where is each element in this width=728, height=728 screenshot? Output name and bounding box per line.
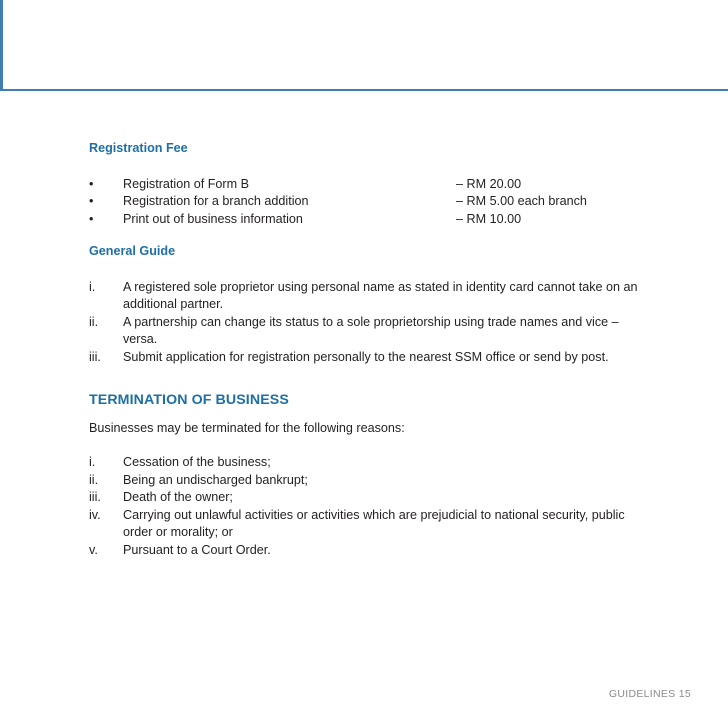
header-rule xyxy=(0,89,728,91)
fee-item xyxy=(89,193,649,211)
fee-amount: – RM 20.00 xyxy=(456,176,522,191)
fee-label: Registration for a branch addition xyxy=(123,194,309,208)
bullet: • xyxy=(89,194,94,208)
termination-text: Death of the owner; xyxy=(123,490,233,504)
termination-heading: TERMINATION OF BUSINESS xyxy=(89,392,289,408)
guide-text: A registered sole proprietor using personal name as stated in identity card cannot take on an additional partner. xyxy=(123,279,638,311)
general-guide-heading: General Guide xyxy=(89,244,176,258)
termination-intro: Businesses may be terminated for the following reasons: xyxy=(89,420,405,435)
guide-item xyxy=(89,314,649,349)
list-numeral: ii. xyxy=(89,472,99,487)
termination-text: Pursuant to a Court Order. xyxy=(123,542,271,557)
termination-item xyxy=(89,454,649,472)
termination-item xyxy=(89,489,649,507)
termination-list xyxy=(89,454,649,559)
fee-amount: – RM 10.00 xyxy=(456,211,522,226)
termination-item xyxy=(89,472,649,490)
fee-list xyxy=(89,176,649,229)
guide-item xyxy=(89,349,649,367)
termination-item xyxy=(89,542,649,560)
list-numeral: i. xyxy=(89,279,96,294)
list-numeral: i. xyxy=(89,455,96,469)
termination-item xyxy=(89,507,649,542)
fee-item xyxy=(89,176,649,194)
list-numeral: iv. xyxy=(89,507,101,522)
list-numeral: ii. xyxy=(89,314,99,329)
termination-text: Carrying out unlawful activities or activities which are prejudicial to national security, public order or morality; or xyxy=(123,507,625,539)
guide-item xyxy=(89,279,649,314)
guide-text: A partnership can change its status to a sole proprietorship using trade names and vice – versa. xyxy=(123,314,619,346)
page-content xyxy=(89,140,649,559)
fee-label: Print out of business information xyxy=(123,211,303,226)
guide-list xyxy=(89,279,649,367)
guide-text: Submit application for registration personally to the nearest SSM office or send by post. xyxy=(123,349,609,364)
fee-label: Registration of Form B xyxy=(123,176,249,191)
list-numeral: v. xyxy=(89,542,98,557)
registration-fee-heading: Registration Fee xyxy=(89,141,188,155)
list-numeral: iii. xyxy=(89,490,101,504)
termination-text: Cessation of the business; xyxy=(123,455,271,469)
fee-item xyxy=(89,211,649,229)
edge-tab xyxy=(0,0,3,89)
bullet: • xyxy=(89,211,94,226)
bullet: • xyxy=(89,176,94,191)
termination-text: Being an undischarged bankrupt; xyxy=(123,472,308,487)
header-band xyxy=(0,0,728,89)
page-footer: GUIDELINES 15 xyxy=(608,688,691,700)
fee-amount: – RM 5.00 each branch xyxy=(456,194,587,208)
list-numeral: iii. xyxy=(89,349,101,364)
